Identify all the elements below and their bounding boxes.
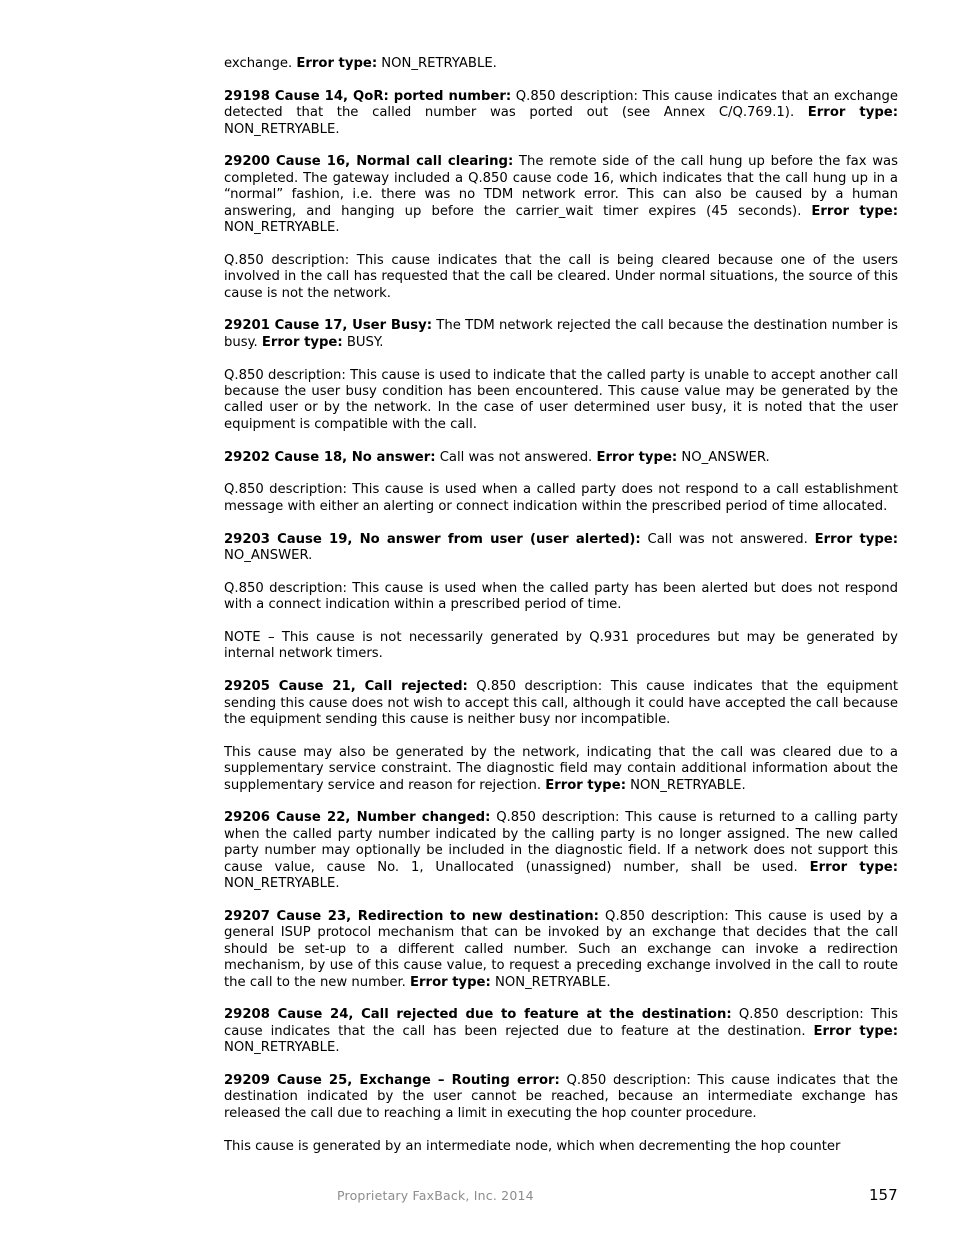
paragraph xyxy=(224,532,898,565)
text: Q.850 description: This cause is used when a called party does not respond to a call establishment message with either an alerting or connect indication within the prescribed period of time allocated. xyxy=(224,482,898,514)
text: NON_RETRYABLE. xyxy=(224,1040,340,1056)
bold-text: 29206 Cause 22, Number changed: xyxy=(224,810,491,826)
paragraph xyxy=(224,630,898,663)
text: Call was not answered. xyxy=(435,449,597,465)
text: Call was not answered. xyxy=(640,531,815,547)
bold-text: Error type: xyxy=(261,334,343,350)
bold-text: 29207 Cause 23, Redirection to new destination: xyxy=(224,908,599,924)
bold-text: 29205 Cause 21, Call rejected: xyxy=(224,679,468,695)
bold-text: 29202 Cause 18, No answer: xyxy=(224,449,436,465)
footer-copyright: Proprietary FaxBack, Inc. 2014 xyxy=(337,1188,534,1203)
bold-text: Error type: xyxy=(596,449,678,465)
text: NO_ANSWER. xyxy=(677,449,770,465)
text: NON_RETRYABLE. xyxy=(625,777,746,793)
paragraph xyxy=(224,745,898,794)
bold-text: Error type: xyxy=(809,859,898,875)
text: NOTE – This cause is not necessarily generated by Q.931 procedures but may be generated by internal network timers. xyxy=(224,630,898,662)
paragraph xyxy=(224,909,898,991)
bold-text: Error type: xyxy=(807,105,898,121)
bold-text: 29209 Cause 25, Exchange – Routing error: xyxy=(224,1072,560,1088)
text: BUSY. xyxy=(342,334,384,350)
text: This cause may also be generated by the network, indicating that the call was cleared due to a supplementary service constraint. The diagnostic field may contain additional information about the supplementary service and reason for rejection. xyxy=(224,744,898,793)
bold-text: 29201 Cause 17, User Busy: xyxy=(224,318,432,334)
bold-text: 29208 Cause 24, Call rejected due to feature at the destination: xyxy=(224,1007,732,1023)
text: Q.850 description: This cause is used to indicate that the called party is unable to accept another call because the user busy condition has been encountered. This cause value may be generated by the called user or by the network. In the case of user determined user busy, it is noted that the user equipment is compatible with the call. xyxy=(224,367,898,432)
paragraph xyxy=(224,679,898,728)
text: NON_RETRYABLE. xyxy=(224,876,340,892)
bold-text: Error type: xyxy=(545,777,626,793)
text: NO_ANSWER. xyxy=(224,548,313,564)
paragraph xyxy=(224,450,898,466)
paragraph xyxy=(224,810,898,892)
text: Q.850 description: This cause indicates that the equipment sending this cause does not wish to accept this call, although it could have accepted the call because the equipment sending this cause is neither busy nor incompatible. xyxy=(224,679,898,728)
text: NON_RETRYABLE. xyxy=(224,220,340,236)
bold-text: 29198 Cause 14, QoR: ported number: xyxy=(224,88,512,104)
text: NON_RETRYABLE. xyxy=(490,974,611,990)
text: Q.850 description: This cause is used when the called party has been alerted but does not respond with a connect indication within a prescribed period of time. xyxy=(224,580,898,613)
text: Q.850 description: This cause indicates that the destination indicated by the user cannot be reached, because an intermediate exchange has released the call due to reaching a limit in executing the hop counter procedure. xyxy=(224,1072,898,1121)
paragraph xyxy=(224,1139,898,1155)
bold-text: 29200 Cause 16, Normal call clearing: xyxy=(224,154,514,170)
paragraph xyxy=(224,368,898,434)
text: This cause is generated by an intermediate node, which when decrementing the hop counter xyxy=(224,1138,841,1154)
text: Q.850 description: This cause indicates that the call is being cleared because one of the users involved in the call has requested that the call be cleared. Under normal situations, the source of this cause is not the network. xyxy=(224,252,898,301)
text: Q.850 description: This cause is used by a general ISUP protocol mechanism that can be invoked by an exchange that decides that the call should be set-up to a different called number. Such an exchange can invoke a redirection mechanism, by use of this cause value, to request a preceding exchange involved in the call to route the call to the new number. xyxy=(224,908,898,990)
bold-text: Error type: xyxy=(813,1023,898,1039)
paragraph xyxy=(224,482,898,515)
text: Q.850 description: This cause indicates that the call has been rejected due to feature at the destination. xyxy=(224,1007,898,1039)
text: The remote side of the call hung up before the fax was completed. The gateway included a Q.850 cause code 16, which indicates that the call hung up in a “normal” fashion, i.e. there was no TDM network error. This can also be caused by a human answering, and hanging up before the carrier_wait timer expires (45 seconds). xyxy=(224,154,898,219)
paragraph xyxy=(224,56,898,72)
page-number: 157 xyxy=(869,1186,898,1204)
text: The TDM network rejected the call because the destination number is busy. xyxy=(224,318,898,350)
text: Q.850 description: This cause is returned to a calling party when the called party number indicated by the calling party is no longer assigned. The new called party number may optionally be included in the diagnostic field. If a network does not support this cause value, cause No. 1, Unallocated (unassigned) number, shall be used. xyxy=(224,810,898,875)
paragraph xyxy=(224,318,898,351)
text: NON_RETRYABLE. xyxy=(224,121,340,137)
bold-text: Error type: xyxy=(811,203,898,219)
bold-text: Error type: xyxy=(814,531,899,547)
bold-text: Error type: xyxy=(410,974,491,990)
bold-text: Error type: xyxy=(296,56,378,71)
paragraph xyxy=(224,154,898,236)
paragraph xyxy=(224,1007,898,1056)
paragraph xyxy=(224,1073,898,1122)
bold-text: 29203 Cause 19, No answer from user (user alerted): xyxy=(224,531,641,547)
paragraph xyxy=(224,89,898,138)
paragraph xyxy=(224,253,898,302)
text: exchange. xyxy=(224,56,297,71)
text: NON_RETRYABLE. xyxy=(377,56,497,71)
text: Q.850 description: This cause indicates that an exchange detected that the called number was ported out (see Annex C/Q.769.1). xyxy=(224,88,899,121)
document-body xyxy=(224,56,898,1155)
paragraph xyxy=(224,581,898,614)
